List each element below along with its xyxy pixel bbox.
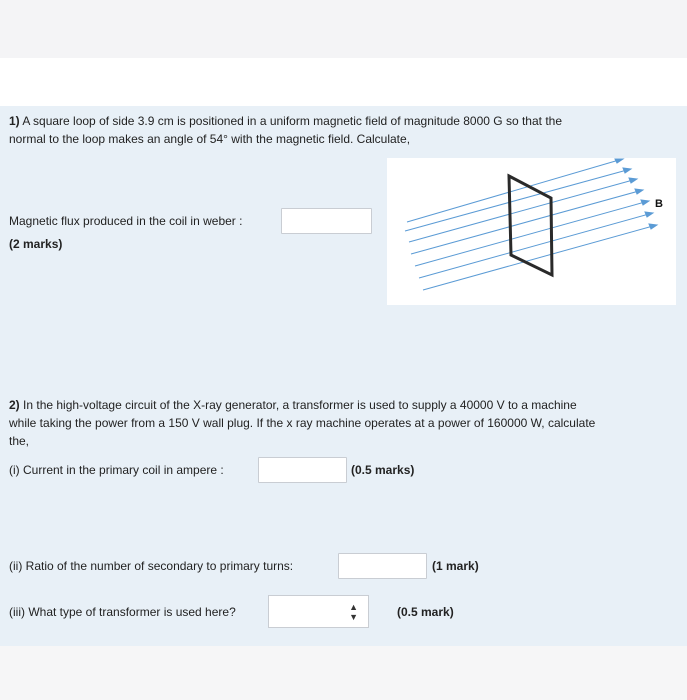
q2-text-line2: while taking the power from a 150 V wall plug. If the x ray machine operates at a power of 160000 W, calculate	[9, 416, 596, 430]
q2-number: 2)	[9, 398, 20, 412]
field-line-5	[415, 202, 645, 266]
top-band	[0, 0, 687, 58]
q2-part-iii-label: (iii) What type of transformer is used here?	[9, 605, 236, 619]
white-strip	[0, 58, 687, 106]
field-arrow-5	[641, 200, 649, 205]
q2-part-iii-select[interactable]	[268, 595, 369, 628]
q1-number: 1)	[9, 114, 20, 128]
field-diagram	[387, 158, 676, 305]
q1-flux-input[interactable]	[281, 208, 372, 234]
q2-part-ii-marks: (1 mark)	[432, 559, 479, 573]
q1-marks: (2 marks)	[9, 237, 63, 251]
field-line-3	[409, 180, 633, 242]
q1-flux-label: Magnetic flux produced in the coil in weber :	[9, 214, 243, 228]
field-arrow-7	[649, 224, 657, 229]
field-line-6	[419, 214, 649, 278]
field-line-4	[411, 191, 639, 254]
bottom-band	[0, 646, 687, 700]
q1-line1	[9, 112, 562, 130]
q2-part-i-input[interactable]	[258, 457, 347, 483]
magnetic-field-figure	[387, 158, 676, 305]
q1-text-line1: A square loop of side 3.9 cm is positioned in a uniform magnetic field of magnitude 8000 G so that the	[22, 114, 562, 128]
q2-line1	[9, 396, 577, 414]
q2-part-i-label: (i) Current in the primary coil in ampere :	[9, 463, 224, 477]
q2-text-line1: In the high-voltage circuit of the X-ray generator, a transformer is used to supply a 40000 V to a machine	[23, 398, 577, 412]
q2-part-i-marks: (0.5 marks)	[351, 463, 415, 477]
select-arrow-icon: ▲ ▼	[349, 602, 358, 622]
field-arrow-1	[615, 159, 623, 163]
field-arrow-6	[645, 212, 653, 217]
field-line-7	[423, 226, 653, 290]
field-arrow-3	[629, 178, 637, 183]
field-arrow-4	[635, 189, 643, 194]
field-label-b: B	[655, 198, 663, 210]
q2-part-iii-marks: (0.5 mark)	[397, 605, 454, 619]
q2-part-ii-input[interactable]	[338, 553, 427, 579]
q2-part-ii-label: (ii) Ratio of the number of secondary to primary turns:	[9, 559, 294, 573]
q2-text-line3: the,	[9, 434, 30, 448]
q1-text-line2: normal to the loop makes an angle of 54° with the magnetic field. Calculate,	[9, 132, 411, 146]
field-arrow-2	[623, 168, 631, 173]
